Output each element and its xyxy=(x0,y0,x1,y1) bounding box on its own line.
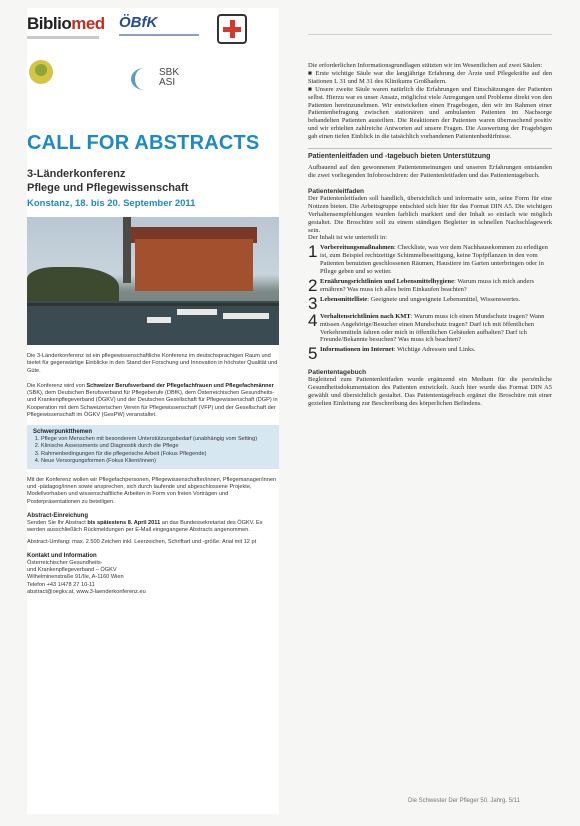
contact-heading: Kontakt und Information xyxy=(27,552,97,559)
leitfaden-lead: Der Inhalt ist wie unterteilt in: xyxy=(308,234,387,242)
list-item: 1 Vorbereitungsmaßnahmen: Checkliste, was vor dem Nachhausekommen zu erledigen ist, zum Beispiel rechtzeitige Schimmelbeseitigung, keine Topfpflanzen in den vom Patienten benutzten geschlossenen Räumen, Haustiere im Garten unterbringen oder in Pflege geben und so weiter. xyxy=(308,242,548,276)
divider xyxy=(308,34,552,35)
article-paragraph: ■ Erste wichtige Säule war die langjährige Erfahrung der Ärzte und Pflegekräfte auf den Stationen L 31 und M 31 des Klinikums Großhadern. xyxy=(308,69,552,85)
list-item: 2 Ernährungsrichtlinien und Lebensmittelhygiene: Warum muss ich mich anders ernähren? Was muss ich alles beim Einkaufen beachten? xyxy=(308,275,535,295)
list-item: 3 Lebensmittelliste: Geeignete und ungeeignete Lebensmittel, Wissenswertes. xyxy=(308,293,521,313)
submission-heading: Abstract-Einreichung xyxy=(27,512,89,519)
conference-title: Pflege und Pflegewissenschaft xyxy=(27,182,189,194)
focus-topics-list xyxy=(33,436,273,464)
article-paragraph: ■ Unsere zweite Säule waren natürlich die Erfahrungen und Einschätzungen der Patienten selbst. Hierzu war es unser Ansatz, möglichst viele Anregungen und Probleme direkt von den Patienten hereinzunehmen. Wir entwickelten einen Fragebogen, den wir im Rahmen einer Patientenbefragung zwischen stationären und ambulanten Patienten im Nachsorge behandelten Patienten austeilten. Die Reaktionen der Patienten waren überraschend positiv und wir erhielten zahlreiche Antworten auf unsere Fragen. Die Auswertung der Fragebögen gab einen tiefen Einblick in die tatsächlich vorhandenen Patientenbedürfnisse. xyxy=(308,85,552,141)
sbk-asi-logo: SBK ASI xyxy=(131,68,179,90)
list-item: 5 Informationen im Internet: Wichtige Adressen und Links. xyxy=(308,344,476,364)
dgp-logo xyxy=(29,60,53,84)
logo-strip xyxy=(27,8,279,118)
conference-name: 3-Länderkonferenz xyxy=(27,168,126,180)
list-item: 4 Verhaltensrichtlinien nach KMT: Warum muss ich einen Mundschutz tragen? Wann müssen Angehörige/Besucher einen Mundschutz tragen? Darf ich mit öffentlichen Verkehrsmitteln fahren oder mich in öffentlichen Gebäuden aufhalten? Darf ich Freunde/Bekannte besuchen? Was muss ich beachten? xyxy=(308,310,545,344)
oegkv-cross-logo xyxy=(217,14,247,44)
article-column xyxy=(308,62,552,408)
contact-block: Österreichischer Gesundheits- und Krankenpflegeverband – ÖGKV Wilhelminenstraße 91/IIe, A-1160 Wien Telefon +43 1/478 27 10-11 abstract@oegkv.at, www.3-laenderkonferenz.eu xyxy=(27,559,146,596)
article-paragraph: Die erforderlichen Informationsgrundlagen stützten wir im Wesentlichen auf zwei Säulen: xyxy=(308,62,543,69)
focus-topics-box xyxy=(27,425,279,468)
list-item: 4. Neue Versorgungsformen (Fokus Klient/innen) xyxy=(41,458,273,465)
tagebuch-heading: Patiententagebuch xyxy=(308,369,367,377)
bullet-icon: ■ xyxy=(308,85,316,93)
organizers-paragraph: Die Konferenz wird von Schweizer Berufsverband der Pflegefachfrauen und Pflegefachmänner (SBK), dem Deutschen Berufsverband für Pflegeberufe (DBfK), dem Österreichischen Gesundheits- und Krankenpflegeverband (ÖGKV) und der Deutschen Gesellschaft für Pflegewissenschaft (DGP) in Kooperation mit dem Schweizerischen Verein für Pflegewissenschaft (VFP) und der Gesellschaft der Pflegewissenschaft im ÖGKV (GesPW) veranstaltet. xyxy=(27,382,278,419)
tagebuch-paragraph: Begleitend zum Patientenleitfaden wurde ergänzend ein Medium für die persönliche Gesundheitsdokumentation des Patienten entwickelt. Auch hier wurde das Format DIN A5 gewählt und übersichtlich gestaltet. Das Patiententagebuch ergänzt die Broschüre mit einer gezielten Einleitung zur Beschreibung des körperlichen Befindens. xyxy=(308,376,552,408)
section-heading: Patientenleitfaden und -tagebuch bieten Unterstützung xyxy=(308,148,552,160)
focus-topics-heading: Schwerpunktthemen xyxy=(33,429,93,436)
intro-paragraph: Die 3-Länderkonferenz ist ein pflegewissenschaftliche Konferenz im deutschsprachigen Raum und bietet für gegenwärtige Einblicke in den Stand der Forschung und Innovation in höchster Qualität und Güte. xyxy=(27,353,278,374)
flyer-column xyxy=(27,8,279,814)
conference-date: Konstanz, 18. bis 20. September 2011 xyxy=(27,198,196,209)
list-item: 1. Pflege von Menschen mit besonderem Unterstützungsbedarf (unabhängig vom Setting) xyxy=(41,436,273,443)
list-item: 2. Klinische Assessments und Diagnostik durch die Pflege xyxy=(41,443,273,450)
call-paragraph: Mit der Konferenz wollen wir Pflegefachpersonen, Pflegewissenschafter/innen, Pflegemanager/innen und -pädagog/innen sowie ansprechen, sich durch laufende und abgeschlossene Projekte, Modellvorhaben und wissenschaftliche Arbeiten in Form von freien Vorträgen und Posterpräsentationen zu beteiligen. xyxy=(27,476,277,505)
obfk-logo: ÖBfK xyxy=(119,14,209,44)
list-item: 3. Rahmenbedingungen für die pflegerische Arbeit (Fokus Pflegende) xyxy=(41,451,273,458)
leitfaden-paragraph: Der Patientenleitfaden soll handlich, übersichtlich und informativ sein, seine Form für eine Notizen bieten. Die Arbeitsgruppe entschied sich hier für das Format DIN A5. Die wichtigen Verhaltensempfehlungen wurden farblich markiert und der Inhalt so einfach wie möglich gestaltet. Die Broschüre soll zu einem ständigen Begleiter in schnellen Nachschlagewerk sein. xyxy=(308,194,552,234)
contact-email-link[interactable]: abstract@oegkv.at, www.3-laenderkonferenz.eu xyxy=(27,589,146,596)
abstract-length-note: Abstract-Umfang: max. 2.500 Zeichen inkl. Leerzeichen, Schriftart und -größe: Arial mit 12 pt xyxy=(27,538,257,545)
konstanz-harbour-photo xyxy=(27,217,279,345)
section-intro: Aufbauend auf den gewonnenen Patientenmeinungen und unseren Erfahrungen entstanden die zwei vorliegenden Infobroschüren: der Patientenleitfaden und das Patiententagebuch. xyxy=(308,164,552,179)
bullet-icon: ■ xyxy=(308,69,316,77)
call-for-abstracts-title: CALL FOR ABSTRACTS xyxy=(27,132,260,154)
page-footer: Die Schwester Der Pfleger 50. Jahrg. 5/11 xyxy=(408,798,520,804)
submission-paragraph: Senden Sie Ihr Abstract bis spätestens 8. April 2011 an das Bundessekretariat des ÖGKV. Es werden ausschließlich Rückmeldungen per E-Mail eingegangene Abstracts angenommen. xyxy=(27,519,263,534)
leitfaden-heading: Patientenleitfaden xyxy=(308,187,364,195)
bibliomed-logo: Bibliomed xyxy=(27,14,105,39)
